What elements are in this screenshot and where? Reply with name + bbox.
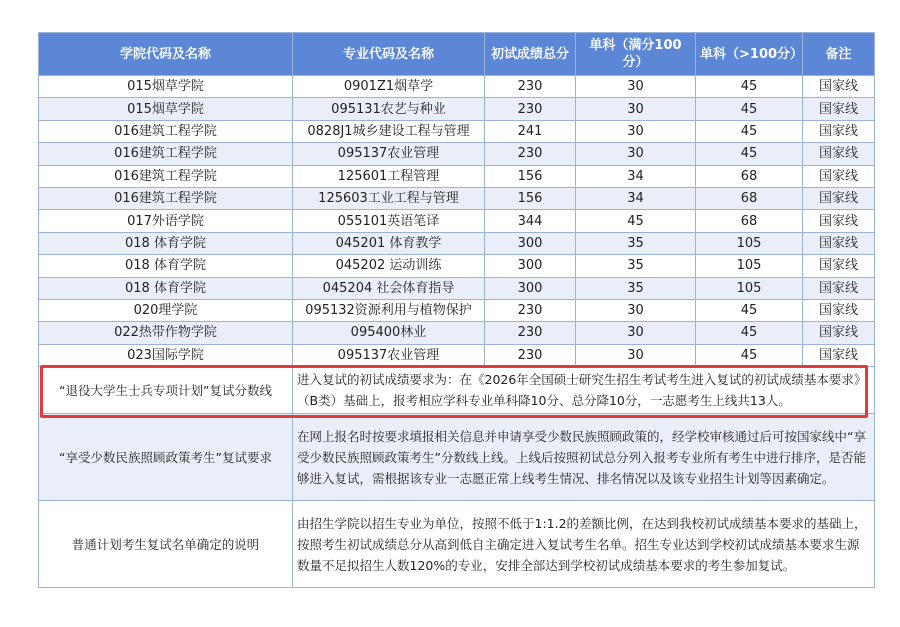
cell-major: 045204 社会体育指导 bbox=[293, 277, 485, 299]
header-single-over-100: 单科（>100分） bbox=[696, 33, 803, 76]
header-college: 学院代码及名称 bbox=[39, 33, 293, 76]
header-total-score: 初试成绩总分 bbox=[485, 33, 576, 76]
cell-college: 016建筑工程学院 bbox=[39, 143, 293, 165]
cell-total: 300 bbox=[485, 277, 576, 299]
cell-single-100: 30 bbox=[576, 299, 696, 321]
cell-remark: 国家线 bbox=[803, 143, 875, 165]
cell-single-over-100: 68 bbox=[696, 165, 803, 187]
cell-single-over-100: 45 bbox=[696, 299, 803, 321]
cell-college: 015烟草学院 bbox=[39, 98, 293, 120]
cell-single-100: 30 bbox=[576, 322, 696, 344]
cell-total: 344 bbox=[485, 210, 576, 232]
cell-single-100: 34 bbox=[576, 165, 696, 187]
cell-total: 230 bbox=[485, 76, 576, 98]
cell-remark: 国家线 bbox=[803, 299, 875, 321]
cell-remark: 国家线 bbox=[803, 232, 875, 254]
cell-major: 0901Z1烟草学 bbox=[293, 76, 485, 98]
cell-single-over-100: 105 bbox=[696, 255, 803, 277]
table-row bbox=[39, 344, 875, 366]
note-row-general-plan bbox=[39, 501, 875, 588]
cell-single-over-100: 45 bbox=[696, 76, 803, 98]
header-remark: 备注 bbox=[803, 33, 875, 76]
cell-remark: 国家线 bbox=[803, 210, 875, 232]
note-row-veteran-plan bbox=[39, 367, 875, 414]
score-table bbox=[38, 32, 875, 588]
cell-major: 125601工程管理 bbox=[293, 165, 485, 187]
table-row bbox=[39, 120, 875, 142]
cell-remark: 国家线 bbox=[803, 344, 875, 366]
cell-single-100: 30 bbox=[576, 76, 696, 98]
cell-college: 023国际学院 bbox=[39, 344, 293, 366]
cell-major: 055101英语笔译 bbox=[293, 210, 485, 232]
header-single-100: 单科（满分100分） bbox=[576, 33, 696, 76]
table-header-row bbox=[39, 33, 875, 76]
cell-single-100: 30 bbox=[576, 344, 696, 366]
note-label-veteran: “退役大学生士兵专项计划”复试分数线 bbox=[39, 367, 293, 414]
table-row bbox=[39, 76, 875, 98]
cell-major: 0828J1城乡建设工程与管理 bbox=[293, 120, 485, 142]
cell-major: 125603工业工程与管理 bbox=[293, 187, 485, 209]
cell-remark: 国家线 bbox=[803, 165, 875, 187]
cell-college: 018 体育学院 bbox=[39, 277, 293, 299]
cell-total: 230 bbox=[485, 299, 576, 321]
cell-total: 300 bbox=[485, 232, 576, 254]
cell-single-over-100: 68 bbox=[696, 210, 803, 232]
cell-remark: 国家线 bbox=[803, 255, 875, 277]
cell-remark: 国家线 bbox=[803, 322, 875, 344]
cell-total: 156 bbox=[485, 165, 576, 187]
cell-single-100: 35 bbox=[576, 277, 696, 299]
table-row bbox=[39, 98, 875, 120]
cell-single-over-100: 105 bbox=[696, 232, 803, 254]
cell-total: 230 bbox=[485, 143, 576, 165]
table-row bbox=[39, 299, 875, 321]
cell-college: 016建筑工程学院 bbox=[39, 165, 293, 187]
cell-college: 018 体育学院 bbox=[39, 232, 293, 254]
cell-total: 156 bbox=[485, 187, 576, 209]
cell-total: 230 bbox=[485, 322, 576, 344]
cell-major: 095137农业管理 bbox=[293, 143, 485, 165]
cell-total: 230 bbox=[485, 344, 576, 366]
note-text-general: 由招生学院以招生专业为单位，按照不低于1:1.2的差额比例，在达到我校初试成绩基本要求的基础上，按照考生初试成绩总分从高到低自主确定进入复试考生名单。招生专业达到学校初试成绩基本要求生源数量不足拟招生人数120%的专业，安排全部达到学校初试成绩基本要求的考生参加复试。 bbox=[293, 501, 875, 588]
table-row bbox=[39, 187, 875, 209]
cell-total: 230 bbox=[485, 98, 576, 120]
cell-major: 095400林业 bbox=[293, 322, 485, 344]
note-label-minority: “享受少数民族照顾政策考生”复试要求 bbox=[39, 414, 293, 501]
cell-remark: 国家线 bbox=[803, 76, 875, 98]
cell-single-over-100: 45 bbox=[696, 98, 803, 120]
table-row bbox=[39, 322, 875, 344]
cell-remark: 国家线 bbox=[803, 187, 875, 209]
cell-college: 017外语学院 bbox=[39, 210, 293, 232]
cell-remark: 国家线 bbox=[803, 277, 875, 299]
cell-total: 300 bbox=[485, 255, 576, 277]
cell-single-100: 34 bbox=[576, 187, 696, 209]
note-text-minority: 在网上报名时按要求填报相关信息并申请享受少数民族照顾政策的，经学校审核通过后可按国家线中“享受少数民族照顾政策考生”分数线上线。上线后按照初试总分列入报考专业所有考生中进行排序，是否能够进入复试，需根据该专业一志愿正常上线考生情况、排名情况以及该专业招生计划等因素确定。 bbox=[293, 414, 875, 501]
cell-college: 018 体育学院 bbox=[39, 255, 293, 277]
table-row bbox=[39, 210, 875, 232]
cell-single-over-100: 45 bbox=[696, 120, 803, 142]
cell-major: 095132资源利用与植物保护 bbox=[293, 299, 485, 321]
table-row bbox=[39, 165, 875, 187]
cell-total: 241 bbox=[485, 120, 576, 142]
cell-major: 095137农业管理 bbox=[293, 344, 485, 366]
cell-college: 020理学院 bbox=[39, 299, 293, 321]
cell-single-over-100: 105 bbox=[696, 277, 803, 299]
note-text-veteran: 进入复试的初试成绩要求为：在《2026年全国硕士研究生招生考试考生进入复试的初试成绩基本要求》（B类）基础上，报考相应学科专业单科降10分、总分降10分，一志愿考生上线共13人。 bbox=[293, 367, 875, 414]
cell-major: 045202 运动训练 bbox=[293, 255, 485, 277]
cell-single-100: 35 bbox=[576, 232, 696, 254]
cell-remark: 国家线 bbox=[803, 120, 875, 142]
note-row-minority-policy bbox=[39, 414, 875, 501]
cell-college: 015烟草学院 bbox=[39, 76, 293, 98]
cell-college: 016建筑工程学院 bbox=[39, 187, 293, 209]
cell-college: 016建筑工程学院 bbox=[39, 120, 293, 142]
cell-single-over-100: 45 bbox=[696, 344, 803, 366]
cell-single-100: 45 bbox=[576, 210, 696, 232]
table-row bbox=[39, 255, 875, 277]
note-label-general: 普通计划考生复试名单确定的说明 bbox=[39, 501, 293, 588]
cell-single-100: 30 bbox=[576, 120, 696, 142]
cell-college: 022热带作物学院 bbox=[39, 322, 293, 344]
cell-single-100: 35 bbox=[576, 255, 696, 277]
header-major: 专业代码及名称 bbox=[293, 33, 485, 76]
cell-single-over-100: 45 bbox=[696, 143, 803, 165]
table-row bbox=[39, 232, 875, 254]
table-row bbox=[39, 277, 875, 299]
cell-major: 095131农艺与种业 bbox=[293, 98, 485, 120]
table-row bbox=[39, 143, 875, 165]
cell-remark: 国家线 bbox=[803, 98, 875, 120]
cell-single-over-100: 45 bbox=[696, 322, 803, 344]
cell-single-over-100: 68 bbox=[696, 187, 803, 209]
cell-major: 045201 体育教学 bbox=[293, 232, 485, 254]
cell-single-100: 30 bbox=[576, 98, 696, 120]
cell-single-100: 30 bbox=[576, 143, 696, 165]
